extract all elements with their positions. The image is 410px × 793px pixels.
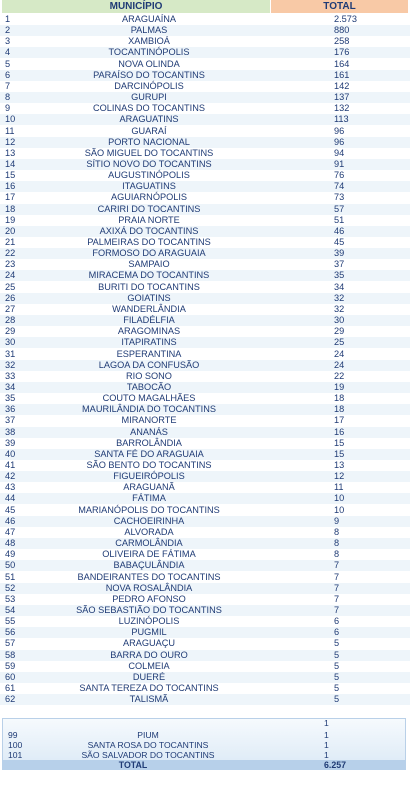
table-row — [0, 449, 410, 460]
municipality-total: 37 — [334, 259, 345, 270]
municipality-name: ARAGUANÃ — [123, 482, 175, 493]
municipality-name: XAMBIOÁ — [128, 36, 170, 47]
municipality-total: 74 — [334, 181, 345, 192]
municipality-total: 142 — [334, 80, 350, 91]
summary-row — [2, 730, 408, 740]
municipality-total: 6 — [334, 627, 340, 638]
table-row — [0, 103, 410, 114]
row-number: 59 — [5, 660, 16, 671]
row-number: 100 — [8, 740, 23, 750]
table-row — [0, 650, 410, 661]
table-row — [0, 683, 410, 694]
municipality-name: GUARAÍ — [131, 125, 167, 136]
table-row — [0, 382, 410, 393]
municipality-total: 1 — [324, 750, 329, 760]
municipality-total: 45 — [334, 237, 345, 247]
municipality-name: ARAGOMINAS — [117, 326, 181, 337]
municipality-total: 22 — [334, 370, 345, 381]
municipality-total: 16 — [334, 426, 345, 437]
municipality-total: 176 — [334, 47, 350, 58]
municipality-total: 12 — [334, 471, 345, 482]
table-row — [0, 204, 410, 215]
municipality-total: 13 — [334, 460, 345, 470]
municipality-total: 32 — [334, 303, 345, 314]
municipality-total: 51 — [334, 214, 345, 225]
row-number: 16 — [5, 181, 16, 192]
municipality-name: TOCANTINÓPOLIS — [108, 47, 190, 58]
municipality-name: ARAGUATINS — [119, 114, 179, 125]
row-number: 37 — [5, 415, 16, 426]
municipality-name: LAGOA DA CONFUSÃO — [98, 359, 200, 370]
municipality-name: PARAÍSO DO TOCANTINS — [93, 69, 205, 80]
municipality-name: FIGUEIRÓPOLIS — [113, 471, 185, 482]
municipality-name: ANANÁS — [130, 426, 168, 437]
row-number: 26 — [5, 292, 16, 303]
table-row — [0, 315, 410, 326]
table-row — [0, 304, 410, 315]
municipality-name: FÁTIMA — [132, 493, 166, 504]
municipality-name: PRAIA NORTE — [118, 214, 180, 225]
row-number: 34 — [5, 381, 16, 392]
table-row — [0, 59, 410, 70]
municipality-total: 17 — [334, 415, 345, 426]
municipality-name: NOVA OLINDA — [118, 58, 180, 69]
municipality-name: DUERÉ — [132, 671, 166, 682]
table-row — [0, 192, 410, 203]
table-row — [0, 605, 410, 616]
row-number: 24 — [5, 270, 16, 281]
row-number: 60 — [5, 671, 16, 682]
row-number: 1 — [5, 14, 11, 24]
table-row — [0, 627, 410, 638]
row-number: 55 — [5, 616, 16, 627]
municipality-name: SAMPAIO — [128, 259, 170, 270]
municipality-name: RIO SONO — [126, 370, 172, 381]
table-row — [0, 259, 410, 270]
table-row — [0, 70, 410, 81]
municipality-name: SÃO MIGUEL DO TOCANTINS — [84, 147, 214, 158]
municipality-total: 2.573 — [334, 14, 357, 24]
table-row — [0, 638, 410, 649]
municipality-name: COLMEIA — [128, 660, 170, 671]
row-number: 50 — [5, 560, 16, 571]
table-row — [0, 92, 410, 103]
municipality-name: CACHOEIRINHA — [113, 515, 185, 526]
row-number: 36 — [5, 404, 16, 415]
total-row — [2, 760, 406, 770]
row-number: 52 — [5, 582, 16, 593]
row-number: 99 — [8, 730, 18, 740]
row-number: 47 — [5, 526, 16, 537]
table-row — [0, 126, 410, 137]
municipality-total: 96 — [334, 125, 345, 136]
municipality-total: 5 — [334, 660, 340, 671]
municipality-total: 30 — [334, 315, 345, 326]
summary-row — [2, 740, 408, 750]
summary-row — [2, 718, 408, 728]
municipality-name: PALMAS — [130, 25, 168, 36]
table-row — [0, 226, 410, 237]
table-row — [0, 516, 410, 527]
table-row — [0, 248, 410, 259]
table-row — [0, 572, 410, 583]
table-row — [0, 47, 410, 58]
municipality-total: 5 — [334, 694, 340, 705]
table-row — [0, 25, 410, 36]
municipality-total: 35 — [334, 270, 345, 281]
row-number: 33 — [5, 370, 16, 381]
row-number: 32 — [5, 359, 16, 370]
municipality-name: BANDEIRANTES DO TOCANTINS — [77, 571, 221, 582]
municipality-total: 164 — [334, 58, 350, 69]
row-number: 5 — [5, 58, 11, 69]
table-row — [0, 181, 410, 192]
row-number: 2 — [5, 25, 11, 36]
municipality-name: BARRA DO OURO — [110, 649, 188, 660]
table-row — [0, 505, 410, 516]
table-row — [0, 694, 410, 705]
table-row — [0, 215, 410, 226]
table-row — [0, 81, 410, 92]
row-number: 18 — [5, 203, 16, 214]
municipality-total: 94 — [334, 147, 345, 158]
municipality-total: 39 — [334, 248, 345, 259]
table-row — [0, 438, 410, 449]
row-number: 58 — [5, 649, 16, 660]
municipality-name: WANDERLÂNDIA — [112, 303, 186, 314]
table-row — [0, 148, 410, 159]
municipality-total: 76 — [334, 170, 345, 181]
table-row — [0, 661, 410, 672]
municipality-total: 9 — [334, 515, 340, 526]
row-number: 29 — [5, 326, 16, 337]
municipality-name: ARAGUAÇU — [122, 638, 176, 649]
row-number: 19 — [5, 214, 16, 225]
row-number: 17 — [5, 192, 16, 203]
municipality-name: SÃO SEBASTIÃO DO TOCANTINS — [76, 604, 222, 615]
row-number: 61 — [5, 683, 16, 693]
row-number: 57 — [5, 638, 16, 649]
row-number: 38 — [5, 426, 16, 437]
table-row — [0, 594, 410, 605]
row-number: 22 — [5, 248, 16, 259]
municipality-total: 5 — [334, 649, 340, 660]
municipality-total: 19 — [334, 381, 345, 392]
table-row — [0, 371, 410, 382]
municipality-name: ALVORADA — [124, 526, 174, 537]
municipality-total: 132 — [334, 103, 350, 114]
row-number: 62 — [5, 694, 16, 705]
municipality-total: 8 — [334, 549, 340, 560]
table-row — [0, 282, 410, 293]
municipality-name: PEDRO AFONSO — [112, 593, 186, 604]
summary-row — [2, 750, 408, 760]
municipality-name: CARIRI DO TOCANTINS — [97, 203, 201, 214]
table-row — [0, 270, 410, 281]
municipality-name: ITAPIRATINS — [121, 337, 177, 348]
row-number: 13 — [5, 147, 16, 158]
municipality-name: ESPERANTINA — [116, 348, 182, 359]
municipality-total: 258 — [334, 36, 350, 47]
row-number: 23 — [5, 259, 16, 270]
table-row — [0, 560, 410, 571]
municipality-total: 113 — [334, 114, 349, 125]
table-row — [0, 14, 410, 25]
table-row — [0, 549, 410, 560]
municipality-total: 15 — [334, 437, 345, 448]
table-row — [0, 36, 410, 47]
municipality-name: CARMOLÂNDIA — [115, 538, 183, 549]
municipality-total: 8 — [334, 538, 340, 549]
municipality-total: 137 — [334, 92, 350, 103]
row-number: 39 — [5, 437, 16, 448]
municipality-total: 1 — [324, 730, 329, 740]
municipality-name: DARCINÓPOLIS — [114, 80, 184, 91]
table-row — [0, 460, 410, 471]
municipality-total: 880 — [334, 25, 350, 36]
row-number: 54 — [5, 604, 16, 615]
municipality-total: 8 — [334, 526, 340, 537]
row-number: 21 — [5, 237, 16, 247]
row-number: 20 — [5, 225, 16, 236]
table-row — [0, 159, 410, 170]
municipality-name: SANTA FÉ DO ARAGUAIA — [94, 448, 204, 459]
municipality-total: 7 — [334, 593, 340, 604]
municipality-total: 15 — [334, 448, 345, 459]
municipality-total: 1 — [324, 718, 329, 728]
row-number: 48 — [5, 538, 16, 549]
municipality-name: ITAGUATINS — [122, 181, 176, 192]
municipality-name: PALMEIRAS DO TOCANTINS — [87, 237, 211, 247]
municipality-total: 5 — [334, 671, 340, 682]
municipality-total: 10 — [334, 504, 345, 515]
municipality-name: PUGMIL — [131, 627, 167, 638]
municipality-name: SANTA ROSA DO TOCANTINS — [87, 740, 209, 750]
municipality-name: GOIATINS — [127, 292, 171, 303]
table-row — [0, 538, 410, 549]
municipality-name: BARROLÂNDIA — [116, 437, 182, 448]
table-row — [0, 493, 410, 504]
row-number: 42 — [5, 471, 16, 482]
municipality-total: 1 — [324, 740, 329, 750]
row-number: 7 — [5, 80, 11, 91]
table-row — [0, 404, 410, 415]
municipality-total: 18 — [334, 404, 345, 415]
municipality-name: AGUIARNÓPOLIS — [110, 192, 188, 203]
row-number: 44 — [5, 493, 16, 504]
municipality-total: 161 — [334, 69, 350, 80]
municipality-name: OLIVEIRA DE FÁTIMA — [102, 549, 196, 560]
municipality-total: 10 — [334, 493, 345, 504]
table-row — [0, 326, 410, 337]
table-row — [0, 393, 410, 404]
municipality-total: 46 — [334, 225, 345, 236]
municipality-name: TABOCÃO — [126, 381, 172, 392]
municipality-name: MIRANORTE — [121, 415, 177, 426]
row-number: 53 — [5, 593, 16, 604]
table-row — [0, 293, 410, 304]
row-number: 8 — [5, 92, 11, 103]
row-number: 15 — [5, 170, 16, 181]
row-number: 51 — [5, 571, 16, 582]
municipality-total: 7 — [334, 560, 340, 571]
row-number: 31 — [5, 348, 16, 359]
municipality-total: 18 — [334, 393, 345, 404]
municipality-name: AXIXÁ DO TOCANTINS — [99, 225, 199, 236]
municipality-name: NOVA ROSALÂNDIA — [105, 582, 193, 593]
row-number: 6 — [5, 69, 11, 80]
table-row — [0, 360, 410, 371]
header-total: TOTAL — [271, 0, 408, 13]
municipality-name: COLINAS DO TOCANTINS — [93, 103, 205, 114]
municipality-name: PORTO NACIONAL — [108, 136, 190, 147]
municipality-name: BABAÇULÂNDIA — [113, 560, 185, 571]
municipality-name: TALISMÃ — [129, 694, 169, 705]
municipality-name: ARAGUAÍNA — [121, 14, 177, 24]
total-label: TOTAL — [118, 760, 148, 770]
municipality-name: PIUM — [137, 730, 159, 740]
row-number: 46 — [5, 515, 16, 526]
row-number: 41 — [5, 460, 16, 470]
table-row — [0, 349, 410, 360]
table-row — [0, 337, 410, 348]
row-number: 56 — [5, 627, 16, 638]
municipality-total: 11 — [334, 482, 344, 493]
municipality-total: 24 — [334, 348, 345, 359]
municipality-total: 24 — [334, 359, 345, 370]
row-number: 27 — [5, 303, 16, 314]
municipality-name: MARIANÓPOLIS DO TOCANTINS — [78, 504, 220, 515]
municipality-name: FILADÉLFIA — [123, 315, 175, 326]
municipality-total: 5 — [334, 683, 340, 693]
table-row — [0, 471, 410, 482]
table-row — [0, 527, 410, 538]
municipality-total: 5 — [334, 638, 340, 649]
row-number: 14 — [5, 158, 16, 169]
row-number: 40 — [5, 448, 16, 459]
row-number: 49 — [5, 549, 16, 560]
table-row — [0, 415, 410, 426]
table-row — [0, 114, 410, 125]
municipality-name: SÍTIO NOVO DO TOCANTINS — [86, 158, 212, 169]
municipality-total: 25 — [334, 337, 345, 348]
row-number: 28 — [5, 315, 16, 326]
row-number: 9 — [5, 103, 11, 114]
municipality-total: 32 — [334, 292, 345, 303]
table-row — [0, 482, 410, 493]
row-number: 30 — [5, 337, 16, 348]
row-number: 4 — [5, 47, 11, 58]
municipality-total: 6 — [334, 616, 340, 627]
row-number: 43 — [5, 482, 16, 493]
municipality-name: SÃO SALVADOR DO TOCANTINS — [81, 750, 215, 760]
municipality-name: MIRACEMA DO TOCANTINS — [88, 270, 210, 281]
row-number: 11 — [5, 125, 15, 136]
municipality-name: FORMOSO DO ARAGUAIA — [92, 248, 206, 259]
municipality-total: 96 — [334, 136, 345, 147]
municipality-total: 7 — [334, 571, 340, 582]
municipality-total: 73 — [334, 192, 345, 203]
row-number: 12 — [5, 136, 16, 147]
table-row — [0, 237, 410, 248]
table-row — [0, 583, 410, 594]
municipality-total: 34 — [334, 281, 345, 292]
table-row — [0, 427, 410, 438]
row-number: 25 — [5, 281, 16, 292]
row-number: 35 — [5, 393, 16, 404]
municipality-name: SÃO BENTO DO TOCANTINS — [86, 460, 212, 470]
municipality-total: 57 — [334, 203, 345, 214]
municipality-total: 91 — [334, 158, 345, 169]
row-number: 3 — [5, 36, 11, 47]
header-municipio: MUNICÍPIO — [2, 0, 270, 13]
municipality-name: AUGUSTINÓPOLIS — [108, 170, 190, 181]
table-row — [0, 672, 410, 683]
municipality-name: SANTA TEREZA DO TOCANTINS — [79, 683, 219, 693]
municipality-name: LUZINÓPOLIS — [118, 616, 180, 627]
total-value: 6.257 — [324, 760, 347, 770]
municipality-name: BURITI DO TOCANTINS — [98, 281, 200, 292]
table-row — [0, 137, 410, 148]
municipality-total: 7 — [334, 604, 340, 615]
municipality-total: 7 — [334, 582, 340, 593]
row-number: 10 — [5, 114, 16, 125]
table-row — [0, 170, 410, 181]
municipality-name: COUTO MAGALHÃES — [102, 393, 196, 404]
row-number: 101 — [8, 750, 23, 760]
municipality-name: MAURILÂNDIA DO TOCANTINS — [82, 404, 216, 415]
row-number: 45 — [5, 504, 16, 515]
municipality-name: GURUPI — [131, 92, 167, 103]
municipality-total: 29 — [334, 326, 345, 337]
table-row — [0, 616, 410, 627]
